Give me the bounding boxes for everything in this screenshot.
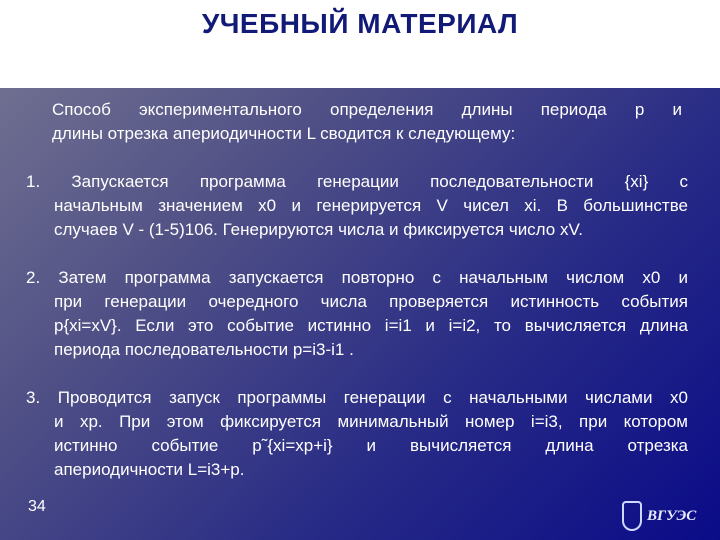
intro-line: длины отрезка апериодичности L сводится к следующему: [52,124,516,143]
page-number: 34 [28,498,46,515]
emblem-icon [622,501,642,531]
slide-content [0,88,720,540]
list-item-line: 1. Запускается программа генерации последовательности {xi} с [26,172,688,191]
list-item-line: 3. Проводится запуск программы генерации с начальными числами x0 [26,388,688,407]
list-item-1 [26,170,688,242]
list-item-3 [26,386,688,482]
list-item-line: начальным значением x0 и генерируется V чисел xi. В большинстве [54,196,688,215]
header [0,0,720,88]
list-item-line: 2. Затем программа запускается повторно с начальным числом x0 и [26,268,688,287]
list-item-line: апериодичности L=i3+p. [54,460,245,479]
page-title: УЧЕБНЫЙ МАТЕРИАЛ [201,8,519,39]
university-logo [622,498,712,534]
list-item-line: периода последовательности p=i3-i1 . [54,340,354,359]
list-item-line: при генерации очередного числа проверяется истинность события [54,292,688,311]
intro-line: Способ экспериментального определения длины периода p и [52,100,682,119]
logo-text: ВГУЭС [647,507,697,524]
list-item-line: p{xi=xV}. Если это событие истинно i=i1 и i=i2, то вычисляется длина [54,316,688,335]
list-item-line: истинно событие p˜{xi=xp+i} и вычисляется длина отрезка [54,436,688,455]
list-item-2 [26,266,688,362]
intro-paragraph [52,98,682,146]
list-item-line: случаев V - (1-5)106. Генерируются числа и фиксируется число xV. [54,220,583,239]
list-item-line: и xp. При этом фиксируется минимальный номер i=i3, при котором [54,412,688,431]
